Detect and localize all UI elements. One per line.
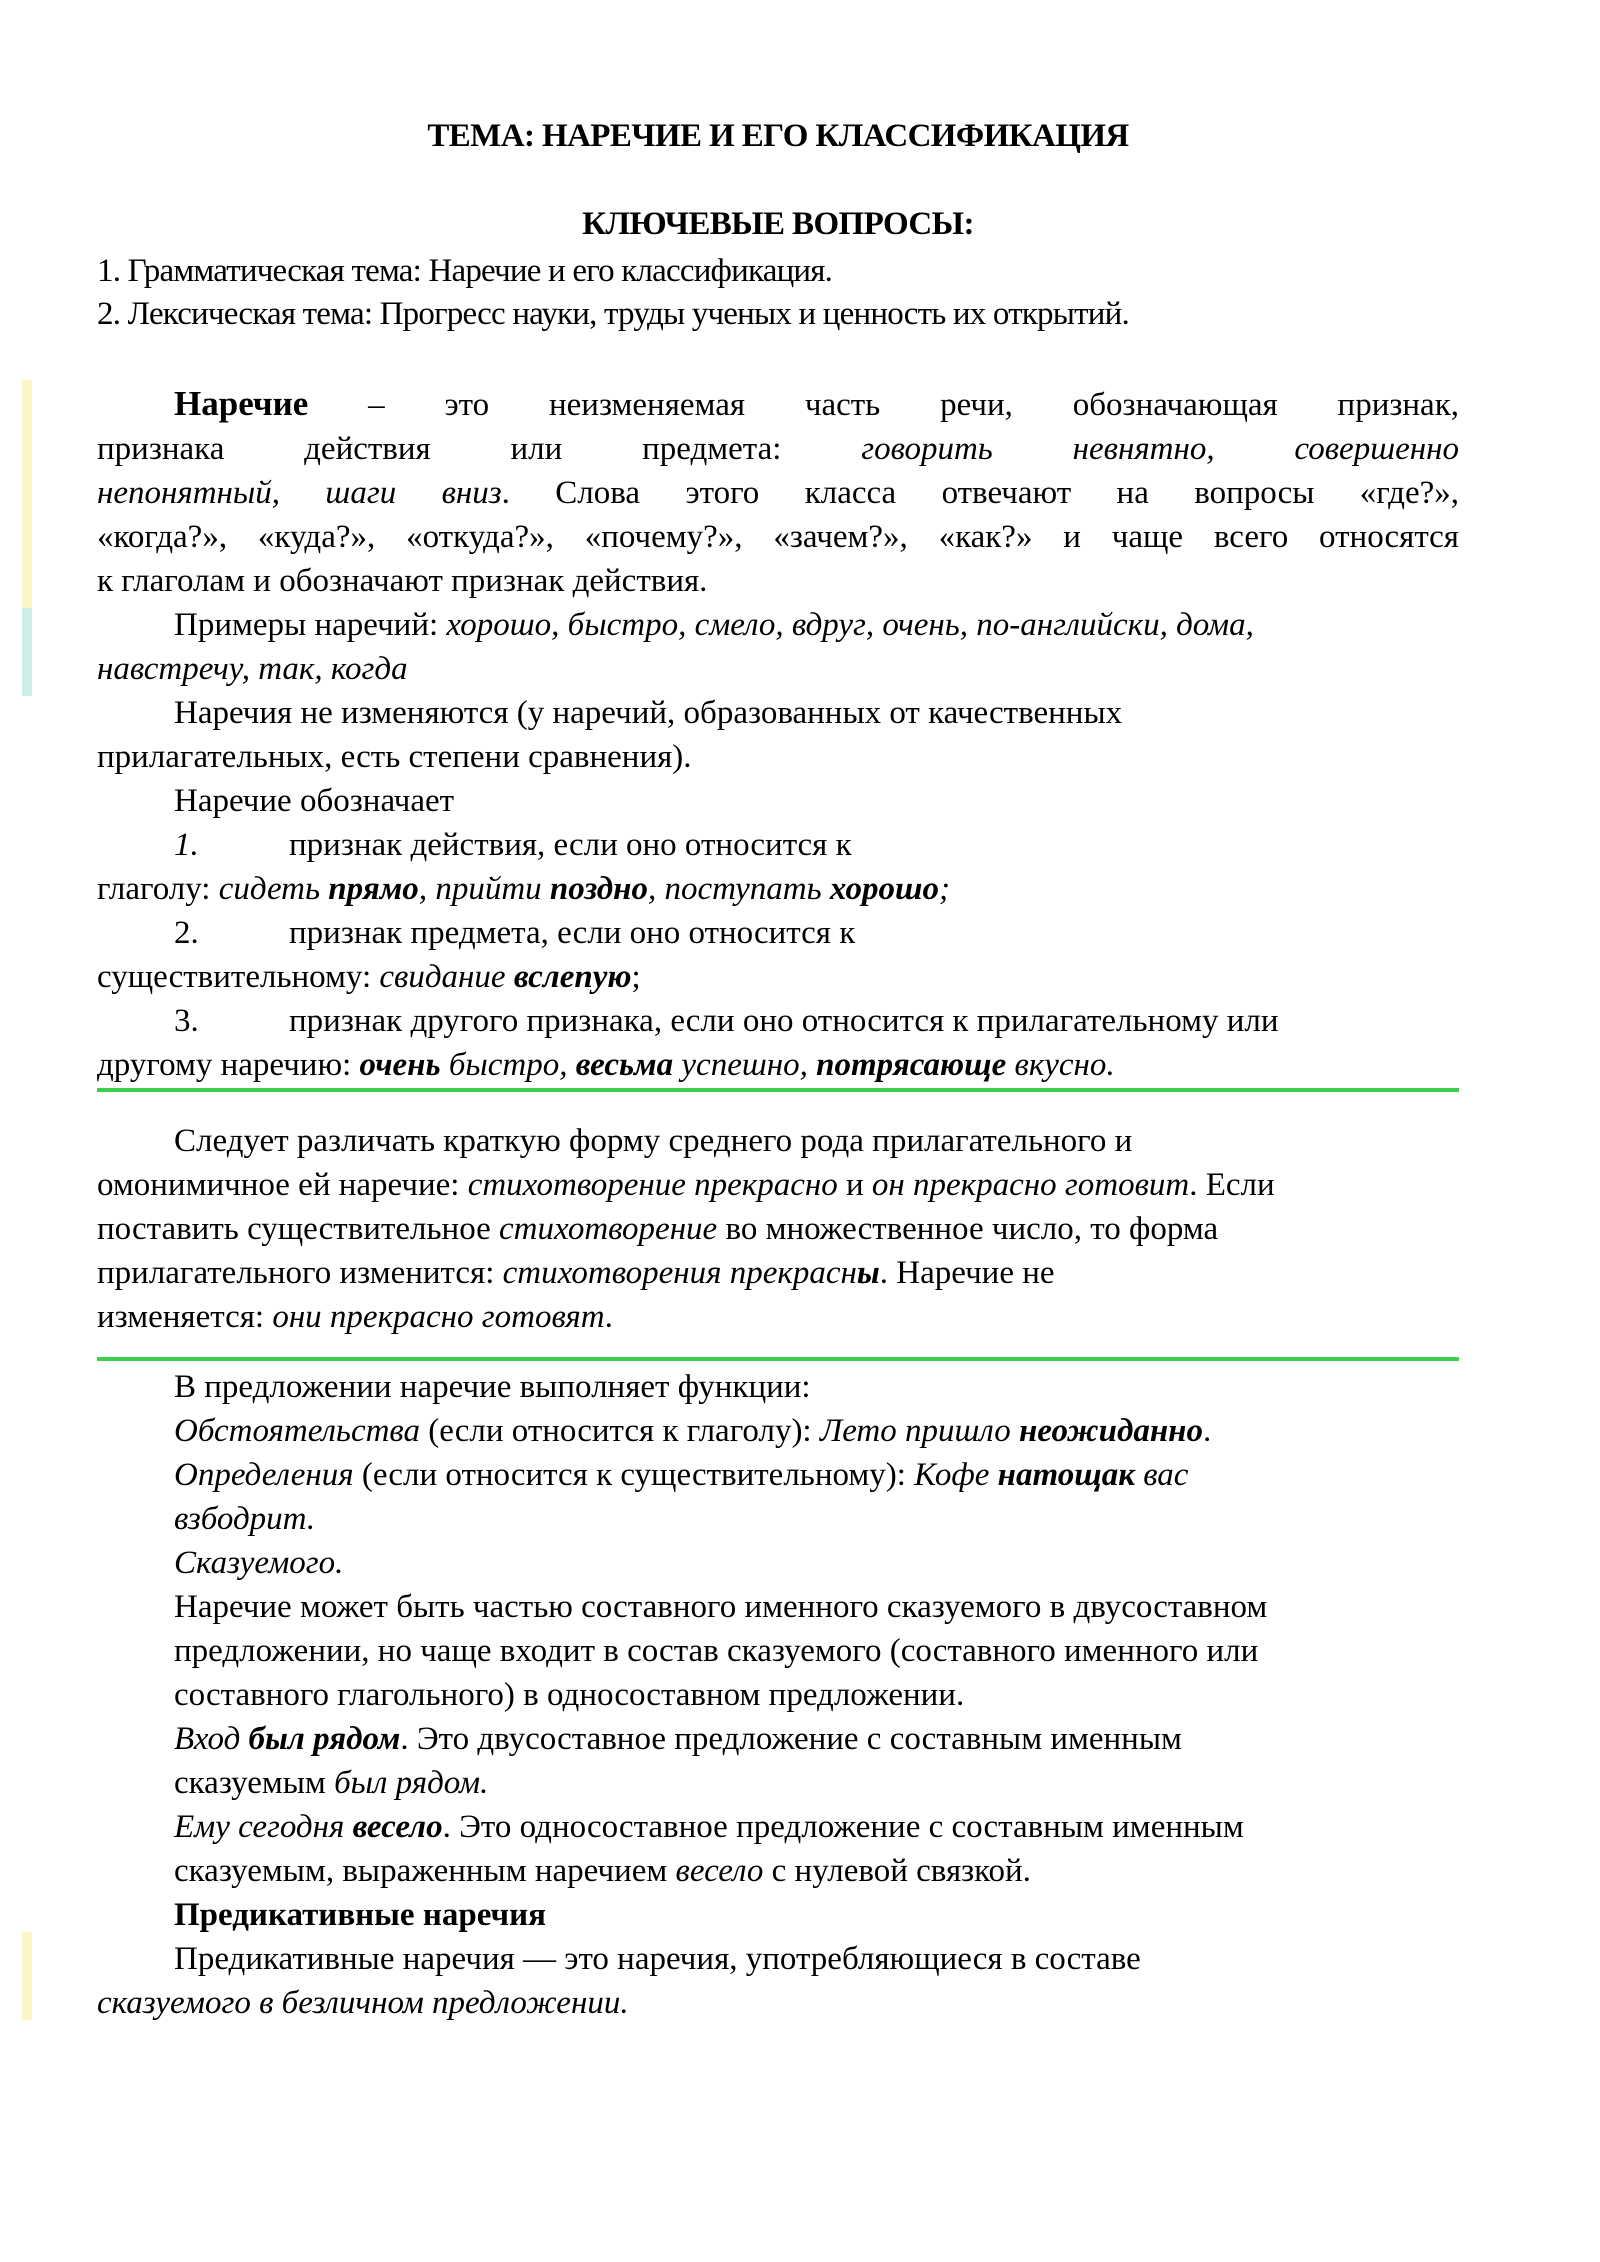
- list-cont-3: другому наречию: очень быстро, весьма успешно, потрясающе вкусно.: [97, 1047, 1115, 1083]
- margin-marker-yellow-bottom: [22, 1932, 32, 2020]
- distinguish-line-1: Следует различать краткую форму среднего рода прилагательного и: [174, 1123, 1133, 1159]
- question-2: 2. Лексическая тема: Прогресс науки, труды ученых и ценность их открытий.: [97, 296, 1129, 332]
- denotes-line: Наречие обозначает: [174, 783, 455, 819]
- distinguish-line-4: прилагательного изменится: стихотворения прекрасны. Наречие не: [97, 1255, 1055, 1291]
- green-divider-1: [97, 1088, 1459, 1092]
- distinguish-line-5: изменяется: они прекрасно готовят.: [97, 1299, 613, 1335]
- margin-marker-yellow: [22, 380, 32, 608]
- definition-line-5: к глаголам и обозначают признак действия.: [97, 563, 708, 599]
- definition-line-1: Наречие – это неизменяемая часть речи, обозначающая признак,: [174, 384, 1459, 423]
- noninflect-line-1: Наречия не изменяются (у наречий, образованных от качественных: [174, 695, 1123, 731]
- noninflect-line-2: прилагательных, есть степени сравнения).: [97, 739, 692, 775]
- list-text-2: признак предмета, если оно относится к: [289, 915, 856, 951]
- list-number-3: 3.: [174, 1003, 199, 1039]
- definition-line-2: признака действия или предмета: говорить невнятно, совершенно: [97, 431, 1459, 467]
- examples-line-2: навстречу, так, когда: [97, 651, 408, 687]
- function-adverbial: Обстоятельства (если относится к глаголу): Лето пришло неожиданно.: [174, 1413, 1212, 1449]
- example-2-line-1: Ему сегодня весело. Это односоставное предложение с составным именным: [174, 1809, 1244, 1845]
- list-cont-1: глаголу: сидеть прямо, прийти поздно, поступать хорошо;: [97, 871, 951, 907]
- definition-line-3: непонятный, шаги вниз. Слова этого класса отвечают на вопросы «где?»,: [97, 475, 1459, 511]
- functions-intro: В предложении наречие выполняет функции:: [174, 1369, 811, 1405]
- list-number-1: 1.: [174, 827, 199, 863]
- function-attribute: Определения (если относится к существительному): Кофе натощак вас: [174, 1457, 1189, 1493]
- function-attribute-cont: взбодрит.: [174, 1501, 316, 1537]
- green-divider-2: [97, 1357, 1459, 1361]
- list-cont-2: существительному: свидание вслепую;: [97, 959, 641, 995]
- predicate-text-1: Наречие может быть частью составного именного сказуемого в двусоставном: [174, 1589, 1268, 1625]
- predicative-line-2: сказуемого в безличном предложении.: [97, 1985, 629, 2021]
- list-number-2: 2.: [174, 915, 199, 951]
- example-1-line-2: сказуемым был рядом.: [174, 1765, 489, 1801]
- list-text-1: признак действия, если оно относится к: [289, 827, 852, 863]
- margin-marker-teal: [22, 608, 32, 696]
- definition-line-4: «когда?», «куда?», «откуда?», «почему?», «зачем?», «как?» и чаще всего относятся: [97, 519, 1459, 555]
- definition-term: Наречие: [174, 384, 309, 423]
- predicate-text-3: составного глагольного) в односоставном предложении.: [174, 1677, 965, 1713]
- predicative-line-1: Предикативные наречия — это наречия, употребляющиеся в составе: [174, 1941, 1141, 1977]
- example-2-line-2: сказуемым, выраженным наречием весело с нулевой связкой.: [174, 1853, 1031, 1889]
- distinguish-line-2: омонимичное ей наречие: стихотворение прекрасно и он прекрасно готовит. Если: [97, 1167, 1275, 1203]
- distinguish-line-3: поставить существительное стихотворение во множественное число, то форма: [97, 1211, 1219, 1247]
- question-1: 1. Грамматическая тема: Наречие и его классификация.: [97, 253, 833, 289]
- section-subtitle: КЛЮЧЕВЫЕ ВОПРОСЫ:: [582, 206, 974, 242]
- page-title: ТЕМА: НАРЕЧИЕ И ЕГО КЛАССИФИКАЦИЯ: [427, 118, 1129, 154]
- function-predicate: Сказуемого.: [174, 1545, 344, 1581]
- predicative-heading: Предикативные наречия: [174, 1897, 546, 1933]
- examples-line-1: Примеры наречий: хорошо, быстро, смело, вдруг, очень, по-английски, дома,: [174, 607, 1254, 643]
- list-text-3: признак другого признака, если оно относится к прилагательному или: [289, 1003, 1279, 1039]
- example-1-line-1: Вход был рядом. Это двусоставное предложение с составным именным: [174, 1721, 1182, 1757]
- predicate-text-2: предложении, но чаще входит в состав сказуемого (составного именного или: [174, 1633, 1259, 1669]
